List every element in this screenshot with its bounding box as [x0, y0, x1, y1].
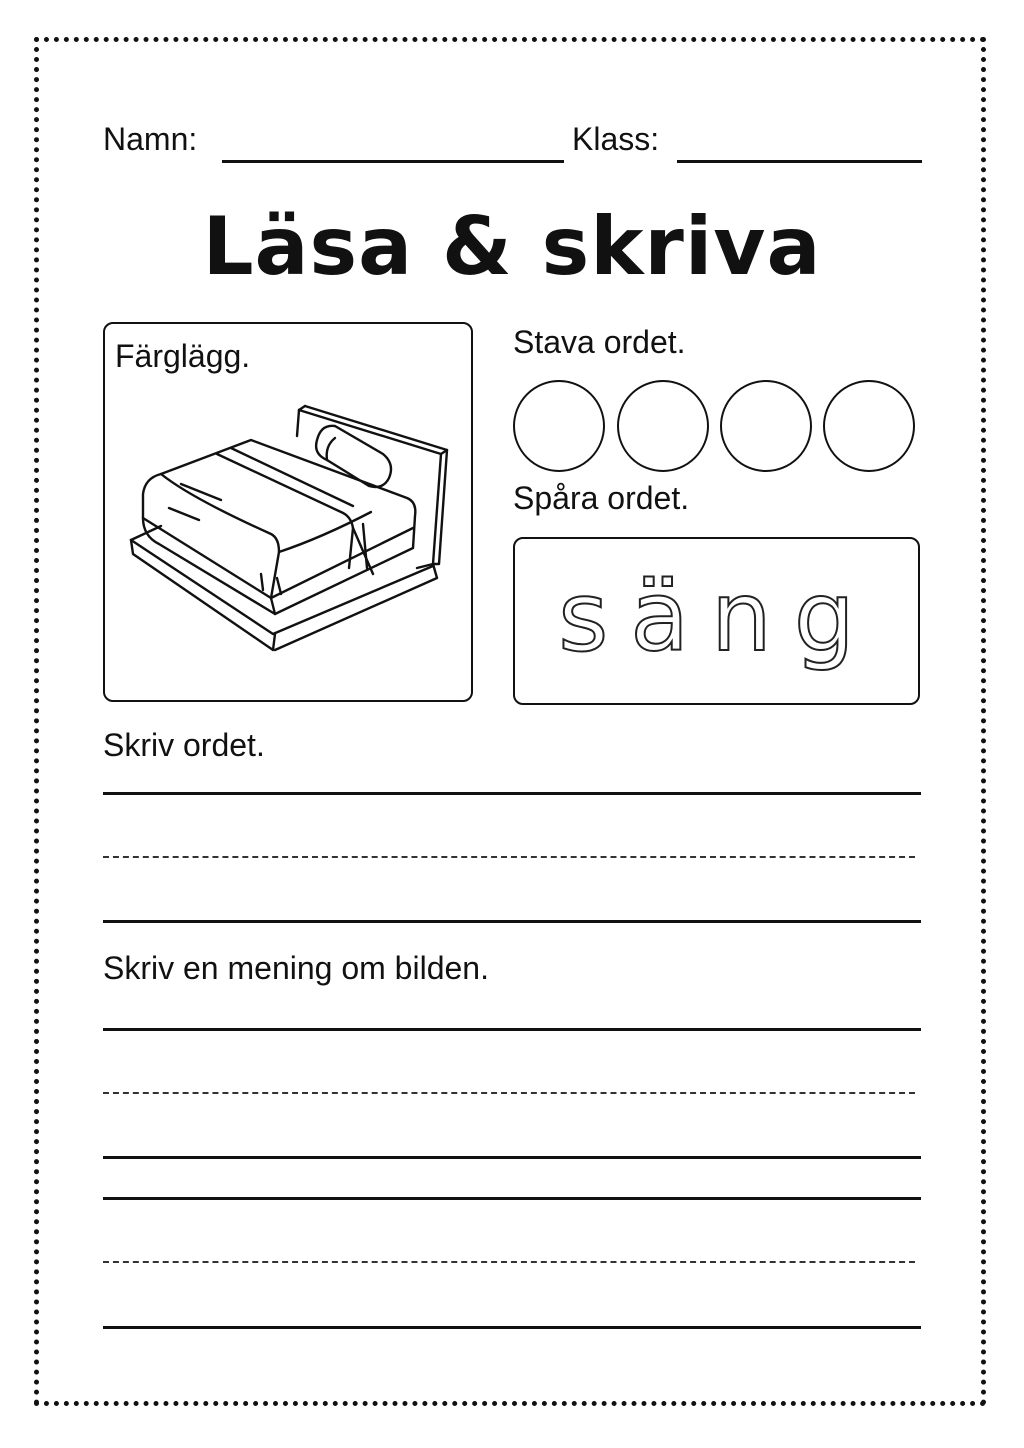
spell-instruction: Stava ordet.	[513, 324, 686, 360]
letter-circle-1[interactable]	[513, 380, 605, 472]
class-label: Klass:	[572, 121, 660, 157]
sentence-line-2-top[interactable]	[103, 1197, 921, 1200]
sentence-line-2-mid	[103, 1261, 915, 1263]
trace-instruction: Spåra ordet.	[513, 480, 690, 516]
sentence-instruction: Skriv en mening om bilden.	[103, 950, 489, 986]
write-line-mid	[103, 856, 915, 858]
write-line-base[interactable]	[103, 920, 921, 923]
name-label: Namn:	[103, 121, 198, 157]
write-line-top[interactable]	[103, 792, 921, 795]
sentence-line-1-mid	[103, 1092, 915, 1094]
sentence-line-2-base[interactable]	[103, 1326, 921, 1329]
letter-circle-2[interactable]	[617, 380, 709, 472]
coloring-instruction: Färglägg.	[115, 338, 251, 374]
trace-word: säng	[558, 561, 877, 673]
sentence-line-1-base[interactable]	[103, 1156, 921, 1159]
letter-circle-3[interactable]	[720, 380, 812, 472]
write-word-instruction: Skriv ordet.	[103, 727, 265, 763]
class-field[interactable]	[677, 160, 922, 163]
letter-circle-4[interactable]	[823, 380, 915, 472]
bed-icon	[121, 398, 461, 658]
name-field[interactable]	[222, 160, 564, 163]
page-title: Läsa & skriva	[202, 200, 822, 293]
sentence-line-1-top[interactable]	[103, 1028, 921, 1031]
coloring-box	[103, 322, 473, 702]
